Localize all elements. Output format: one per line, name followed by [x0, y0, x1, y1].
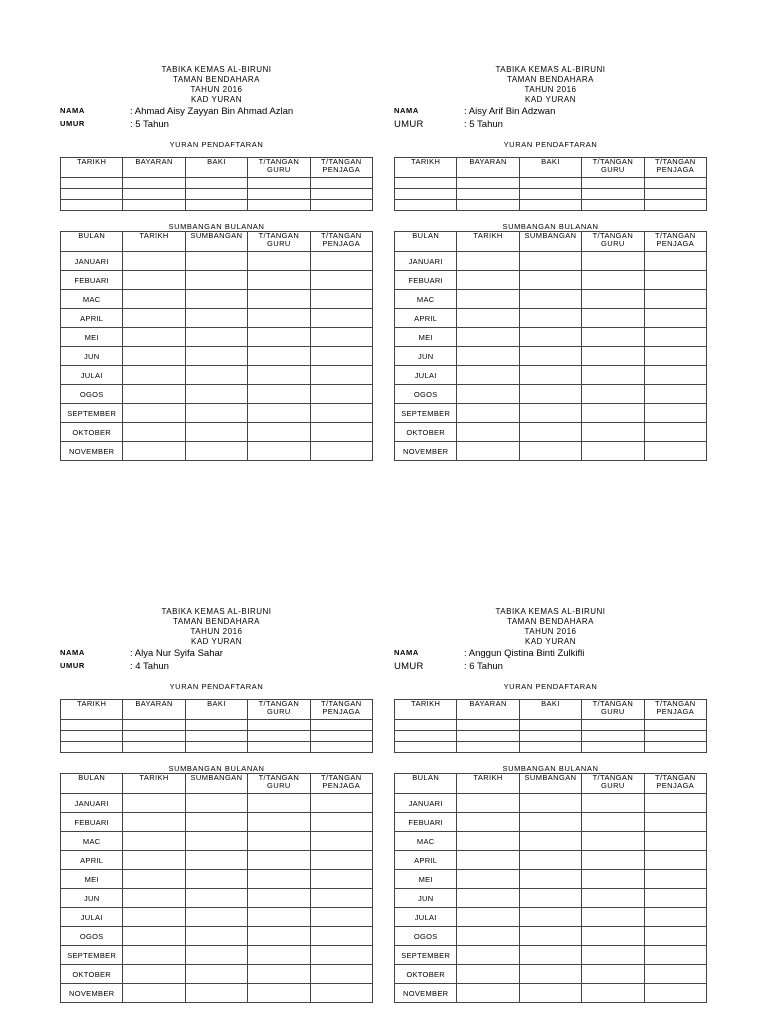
age-label: UMUR: [60, 661, 85, 670]
age-label: UMUR: [394, 661, 424, 672]
col-header: T/TANGAN PENJAGA: [644, 774, 706, 794]
month-cell: APRIL: [61, 851, 123, 870]
table-row: [395, 965, 707, 984]
col-header: T/TANGAN GURU: [582, 158, 644, 178]
col-header: TARIKH: [123, 232, 185, 252]
card-title: KAD YURAN: [524, 95, 577, 104]
month-cell: JANUARI: [61, 252, 123, 271]
col-header: T/TANGAN GURU: [582, 774, 644, 794]
monthly-table: [394, 773, 707, 1003]
age-row: [60, 661, 373, 673]
student-age: : 5 Tahun: [464, 119, 503, 130]
student-name: : Ahmad Aisy Zayyan Bin Ahmad Azlan: [130, 106, 294, 117]
monthly-table: [394, 231, 707, 461]
table-row: [395, 742, 707, 753]
age-row: [394, 119, 707, 131]
registration-table: [60, 157, 373, 211]
month-cell: SEPTEMBER: [61, 404, 123, 423]
table-row: [395, 870, 707, 889]
col-header: TARIKH: [61, 158, 123, 178]
age-label: UMUR: [394, 119, 424, 130]
name-row: [394, 648, 707, 660]
table-row: [395, 442, 707, 461]
col-header: BULAN: [61, 232, 123, 252]
col-header: T/TANGAN PENJAGA: [310, 774, 372, 794]
col-header: SUMBANGAN: [185, 232, 247, 252]
table-row: [61, 423, 373, 442]
table-row: [395, 927, 707, 946]
fee-card: [394, 65, 707, 461]
table-row: [61, 178, 373, 189]
table-row: [395, 290, 707, 309]
school-year: TAHUN 2016: [524, 627, 577, 636]
month-cell: MAC: [61, 290, 123, 309]
table-row: [395, 271, 707, 290]
month-cell: SEPTEMBER: [395, 404, 457, 423]
table-row: [61, 366, 373, 385]
col-header: T/TANGAN GURU: [248, 232, 310, 252]
month-cell: APRIL: [395, 851, 457, 870]
col-header: T/TANGAN PENJAGA: [644, 232, 706, 252]
table-row: [395, 404, 707, 423]
table-row: [61, 984, 373, 1003]
month-cell: JUN: [395, 889, 457, 908]
table-row: [61, 927, 373, 946]
col-header: BAYARAN: [123, 700, 185, 720]
col-header: BAKI: [519, 158, 581, 178]
table-row: [61, 742, 373, 753]
month-cell: JANUARI: [395, 794, 457, 813]
age-label: UMUR: [60, 119, 85, 128]
table-row: [395, 309, 707, 328]
table-row: [395, 908, 707, 927]
card-header: [394, 607, 707, 647]
table-row: [395, 385, 707, 404]
month-cell: NOVEMBER: [395, 442, 457, 461]
monthly-title: SUMBANGAN BULANAN: [168, 222, 265, 231]
col-header: TARIKH: [457, 774, 519, 794]
month-cell: FEBUARI: [395, 813, 457, 832]
table-row: [395, 178, 707, 189]
table-row: [395, 423, 707, 442]
school-place: TAMAN BENDAHARA: [507, 617, 594, 626]
school-year: TAHUN 2016: [524, 85, 577, 94]
col-header: T/TANGAN GURU: [248, 158, 310, 178]
month-cell: NOVEMBER: [395, 984, 457, 1003]
registration-table: [60, 699, 373, 753]
month-cell: MEI: [395, 328, 457, 347]
age-row: [60, 119, 373, 131]
table-row: [61, 252, 373, 271]
table-row: [395, 851, 707, 870]
name-row: [60, 106, 373, 118]
student-age: : 4 Tahun: [130, 661, 169, 672]
table-row: [395, 984, 707, 1003]
month-cell: MAC: [61, 832, 123, 851]
col-header: SUMBANGAN: [185, 774, 247, 794]
table-row: [395, 189, 707, 200]
fee-card: [60, 65, 373, 461]
registration-table: [394, 699, 707, 753]
student-age: : 5 Tahun: [130, 119, 169, 130]
col-header: SUMBANGAN: [519, 774, 581, 794]
month-cell: JUN: [395, 347, 457, 366]
month-cell: MEI: [61, 870, 123, 889]
table-row: [61, 200, 373, 211]
table-row: [61, 946, 373, 965]
month-cell: JANUARI: [395, 252, 457, 271]
table-row: [395, 366, 707, 385]
age-row: [394, 661, 707, 673]
table-row: [61, 385, 373, 404]
col-header: T/TANGAN GURU: [248, 774, 310, 794]
table-row: [61, 189, 373, 200]
name-label: NAMA: [60, 648, 85, 657]
col-header: BAKI: [185, 158, 247, 178]
school-place: TAMAN BENDAHARA: [507, 75, 594, 84]
card-header: [60, 607, 373, 647]
name-label: NAMA: [394, 106, 419, 115]
col-header: BAYARAN: [457, 158, 519, 178]
col-header: BULAN: [61, 774, 123, 794]
school-place: TAMAN BENDAHARA: [173, 75, 260, 84]
col-header: T/TANGAN GURU: [248, 700, 310, 720]
month-cell: OKTOBER: [395, 965, 457, 984]
month-cell: MAC: [395, 290, 457, 309]
col-header: BULAN: [395, 232, 457, 252]
month-cell: MEI: [61, 328, 123, 347]
student-name: : Anggun Qistina Binti Zulkifli: [464, 648, 585, 659]
monthly-table: [60, 231, 373, 461]
table-row: [61, 328, 373, 347]
student-name: : Alya Nur Syifa Sahar: [130, 648, 223, 659]
col-header: BAKI: [519, 700, 581, 720]
col-header: TARIKH: [395, 158, 457, 178]
registration-title: YURAN PENDAFTARAN: [169, 140, 264, 149]
month-cell: SEPTEMBER: [395, 946, 457, 965]
col-header: BAYARAN: [457, 700, 519, 720]
col-header: TARIKH: [61, 700, 123, 720]
table-row: [395, 252, 707, 271]
col-header: T/TANGAN PENJAGA: [310, 232, 372, 252]
card-header: [394, 65, 707, 105]
col-header: T/TANGAN PENJAGA: [310, 700, 372, 720]
table-row: [61, 889, 373, 908]
table-row: [61, 832, 373, 851]
col-header: T/TANGAN GURU: [582, 232, 644, 252]
month-cell: JULAI: [61, 366, 123, 385]
table-row: [395, 813, 707, 832]
month-cell: MEI: [395, 870, 457, 889]
table-row: [61, 870, 373, 889]
month-cell: APRIL: [395, 309, 457, 328]
month-cell: FEBUARI: [61, 271, 123, 290]
school-year: TAHUN 2016: [190, 627, 243, 636]
school-year: TAHUN 2016: [190, 85, 243, 94]
month-cell: OGOS: [61, 927, 123, 946]
month-cell: OGOS: [395, 385, 457, 404]
col-header: SUMBANGAN: [519, 232, 581, 252]
col-header: T/TANGAN PENJAGA: [644, 700, 706, 720]
col-header: TARIKH: [457, 232, 519, 252]
registration-title: YURAN PENDAFTARAN: [503, 682, 598, 691]
card-header: [60, 65, 373, 105]
table-row: [395, 347, 707, 366]
table-row: [395, 200, 707, 211]
col-header: BAYARAN: [123, 158, 185, 178]
monthly-title: SUMBANGAN BULANAN: [502, 222, 599, 231]
table-row: [395, 731, 707, 742]
card-title: KAD YURAN: [524, 637, 577, 646]
table-row: [395, 946, 707, 965]
table-row: [61, 347, 373, 366]
table-row: [61, 908, 373, 927]
student-age: : 6 Tahun: [464, 661, 503, 672]
month-cell: APRIL: [61, 309, 123, 328]
month-cell: NOVEMBER: [61, 984, 123, 1003]
table-row: [61, 965, 373, 984]
table-row: [61, 442, 373, 461]
name-row: [394, 106, 707, 118]
fee-card: [394, 607, 707, 1003]
table-row: [61, 309, 373, 328]
month-cell: JULAI: [395, 908, 457, 927]
card-title: KAD YURAN: [190, 637, 243, 646]
month-cell: JUN: [61, 347, 123, 366]
col-header: BAKI: [185, 700, 247, 720]
monthly-title: SUMBANGAN BULANAN: [502, 764, 599, 773]
table-row: [61, 404, 373, 423]
month-cell: SEPTEMBER: [61, 946, 123, 965]
registration-title: YURAN PENDAFTARAN: [503, 140, 598, 149]
col-header: TARIKH: [123, 774, 185, 794]
monthly-table: [60, 773, 373, 1003]
table-row: [61, 851, 373, 870]
col-header: TARIKH: [395, 700, 457, 720]
month-cell: JULAI: [395, 366, 457, 385]
col-header: T/TANGAN PENJAGA: [644, 158, 706, 178]
col-header: BULAN: [395, 774, 457, 794]
month-cell: MAC: [395, 832, 457, 851]
col-header: T/TANGAN PENJAGA: [310, 158, 372, 178]
table-row: [61, 290, 373, 309]
name-row: [60, 648, 373, 660]
table-row: [61, 731, 373, 742]
registration-table: [394, 157, 707, 211]
school-name: TABIKA KEMAS AL-BIRUNI: [161, 65, 272, 74]
school-name: TABIKA KEMAS AL-BIRUNI: [161, 607, 272, 616]
month-cell: JULAI: [61, 908, 123, 927]
month-cell: OKTOBER: [395, 423, 457, 442]
table-row: [395, 328, 707, 347]
month-cell: JUN: [61, 889, 123, 908]
school-place: TAMAN BENDAHARA: [173, 617, 260, 626]
month-cell: OGOS: [61, 385, 123, 404]
name-label: NAMA: [394, 648, 419, 657]
month-cell: JANUARI: [61, 794, 123, 813]
student-name: : Aisy Arif Bin Adzwan: [464, 106, 556, 117]
month-cell: NOVEMBER: [61, 442, 123, 461]
registration-title: YURAN PENDAFTARAN: [169, 682, 264, 691]
month-cell: OGOS: [395, 927, 457, 946]
table-row: [61, 813, 373, 832]
table-row: [395, 889, 707, 908]
monthly-title: SUMBANGAN BULANAN: [168, 764, 265, 773]
table-row: [395, 794, 707, 813]
col-header: T/TANGAN GURU: [582, 700, 644, 720]
table-row: [395, 720, 707, 731]
school-name: TABIKA KEMAS AL-BIRUNI: [495, 607, 606, 616]
table-row: [61, 794, 373, 813]
fee-card: [60, 607, 373, 1003]
name-label: NAMA: [60, 106, 85, 115]
month-cell: OKTOBER: [61, 965, 123, 984]
school-name: TABIKA KEMAS AL-BIRUNI: [495, 65, 606, 74]
month-cell: FEBUARI: [395, 271, 457, 290]
table-row: [395, 832, 707, 851]
month-cell: OKTOBER: [61, 423, 123, 442]
month-cell: FEBUARI: [61, 813, 123, 832]
table-row: [61, 271, 373, 290]
card-title: KAD YURAN: [190, 95, 243, 104]
table-row: [61, 720, 373, 731]
